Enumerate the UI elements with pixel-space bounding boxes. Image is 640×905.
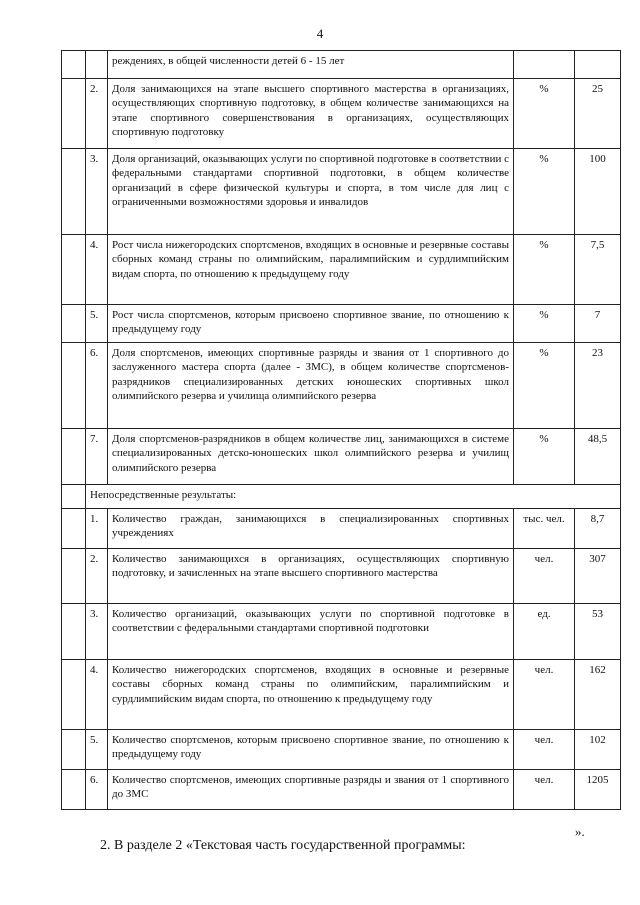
row-number: 3. xyxy=(86,604,108,660)
blank-cell xyxy=(62,730,86,770)
blank-cell xyxy=(62,51,86,79)
row-unit: % xyxy=(514,305,575,343)
row-number: 2. xyxy=(86,549,108,604)
row-number: 3. xyxy=(86,149,108,235)
row-text: Количество граждан, занимающихся в специализированных спортивных учреждениях xyxy=(108,509,514,549)
row-number: 7. xyxy=(86,429,108,485)
row-number: 2. xyxy=(86,79,108,149)
table-row xyxy=(62,770,621,810)
blank-cell xyxy=(62,305,86,343)
row-unit: % xyxy=(514,429,575,485)
row-text: Доля организаций, оказывающих услуги по спортивной подготовке в соответствии с федеральными стандартами спортивной подготовки, в общем количестве организаций в сфере физической культуры и спорта, в том числе для лиц с ограниченными возможностями здоровья и инвалидов xyxy=(108,149,514,235)
table-row xyxy=(62,305,621,343)
row-value: 23 xyxy=(575,343,621,429)
row-value: 7 xyxy=(575,305,621,343)
row-value: 162 xyxy=(575,660,621,730)
row-text: Количество организаций, оказывающих услуги по спортивной подготовке в соответствии с федеральными стандартами спортивной подготовки xyxy=(108,604,514,660)
table-row xyxy=(62,343,621,429)
section-row xyxy=(62,485,621,509)
row-text: Рост числа спортсменов, которым присвоено спортивное звание, по отношению к предыдущему году xyxy=(108,305,514,343)
blank-cell xyxy=(62,509,86,549)
row-value: 100 xyxy=(575,149,621,235)
row-value xyxy=(575,51,621,79)
row-text: Количество спортсменов, имеющих спортивные разряды и звания от 1 спортивного до ЗМС xyxy=(108,770,514,810)
blank-cell xyxy=(62,549,86,604)
row-unit: чел. xyxy=(514,549,575,604)
table-row xyxy=(62,429,621,485)
row-number: 4. xyxy=(86,235,108,305)
blank-cell xyxy=(62,235,86,305)
row-text: Доля занимающихся на этапе высшего спортивного мастерства в организациях, осуществляющих спортивную подготовку, в общем количестве занимающихся на этапе спортивного совершенствования в организациях, осуществляющих спортивную подготовку xyxy=(108,79,514,149)
blank-cell xyxy=(62,429,86,485)
indicators-table xyxy=(61,50,621,810)
row-unit: тыс. чел. xyxy=(514,509,575,549)
row-text: Доля спортсменов-разрядников в общем количестве лиц, занимающихся в системе специализированных детско-юношеских школ олимпийского резерва и училищ олимпийского резерва xyxy=(108,429,514,485)
row-text: Количество спортсменов, которым присвоено спортивное звание, по отношению к предыдущему году xyxy=(108,730,514,770)
row-text: Доля спортсменов, имеющих спортивные разряды и звания от 1 спортивного до заслуженного мастера спорта (далее - ЗМС), в общем количестве спортсменов-разрядников специализированных детских юношеских спортивных школ олимпийского резерва и училища олимпийского резерва xyxy=(108,343,514,429)
row-unit: % xyxy=(514,149,575,235)
row-value: 53 xyxy=(575,604,621,660)
row-number: 5. xyxy=(86,730,108,770)
table-row xyxy=(62,549,621,604)
closing-quote: ». xyxy=(575,824,585,839)
blank-cell xyxy=(62,343,86,429)
row-unit: ед. xyxy=(514,604,575,660)
row-number: 5. xyxy=(86,305,108,343)
table-row xyxy=(62,149,621,235)
blank-cell xyxy=(62,149,86,235)
section-label: Непосредственные результаты: xyxy=(86,485,621,509)
row-unit: % xyxy=(514,343,575,429)
section-heading: 2. В разделе 2 «Текстовая часть государственной программы: xyxy=(100,838,466,853)
table-row xyxy=(62,509,621,549)
row-number: 4. xyxy=(86,660,108,730)
blank-cell xyxy=(62,79,86,149)
row-value: 102 xyxy=(575,730,621,770)
row-unit: % xyxy=(514,79,575,149)
row-value: 7,5 xyxy=(575,235,621,305)
row-unit: чел. xyxy=(514,770,575,810)
row-unit xyxy=(514,51,575,79)
row-number: 1. xyxy=(86,509,108,549)
row-value: 48,5 xyxy=(575,429,621,485)
row-unit: % xyxy=(514,235,575,305)
blank-cell xyxy=(62,660,86,730)
row-value: 8,7 xyxy=(575,509,621,549)
row-unit: чел. xyxy=(514,660,575,730)
row-text: Количество занимающихся в организациях, осуществляющих спортивную подготовку, и зачисленных на этапе высшего спортивного мастерства xyxy=(108,549,514,604)
page-number: 4 xyxy=(316,26,324,41)
row-number: 6. xyxy=(86,343,108,429)
row-text: реждениях, в общей численности детей 6 - 15 лет xyxy=(108,51,514,79)
row-value: 307 xyxy=(575,549,621,604)
table-row xyxy=(62,660,621,730)
blank-cell xyxy=(62,604,86,660)
row-text: Количество нижегородских спортсменов, входящих в основные и резервные составы сборных команд страны по олимпийским, паралимпийским и сурдлимпийским видам спорта, по отношению к предыдущему году xyxy=(108,660,514,730)
blank-cell xyxy=(62,770,86,810)
row-value: 25 xyxy=(575,79,621,149)
row-number xyxy=(86,51,108,79)
table-row xyxy=(62,604,621,660)
row-unit: чел. xyxy=(514,730,575,770)
table-row xyxy=(62,235,621,305)
table-row xyxy=(62,730,621,770)
row-value: 1205 xyxy=(575,770,621,810)
blank-cell xyxy=(62,485,86,509)
table-row-continuation xyxy=(62,51,621,79)
row-text: Рост числа нижегородских спортсменов, входящих в основные и резервные составы сборных команд страны по олимпийским, паралимпийским и сурдлимпийским видам спорта, по отношению к предыдущему году xyxy=(108,235,514,305)
table-row xyxy=(62,79,621,149)
row-number: 6. xyxy=(86,770,108,810)
